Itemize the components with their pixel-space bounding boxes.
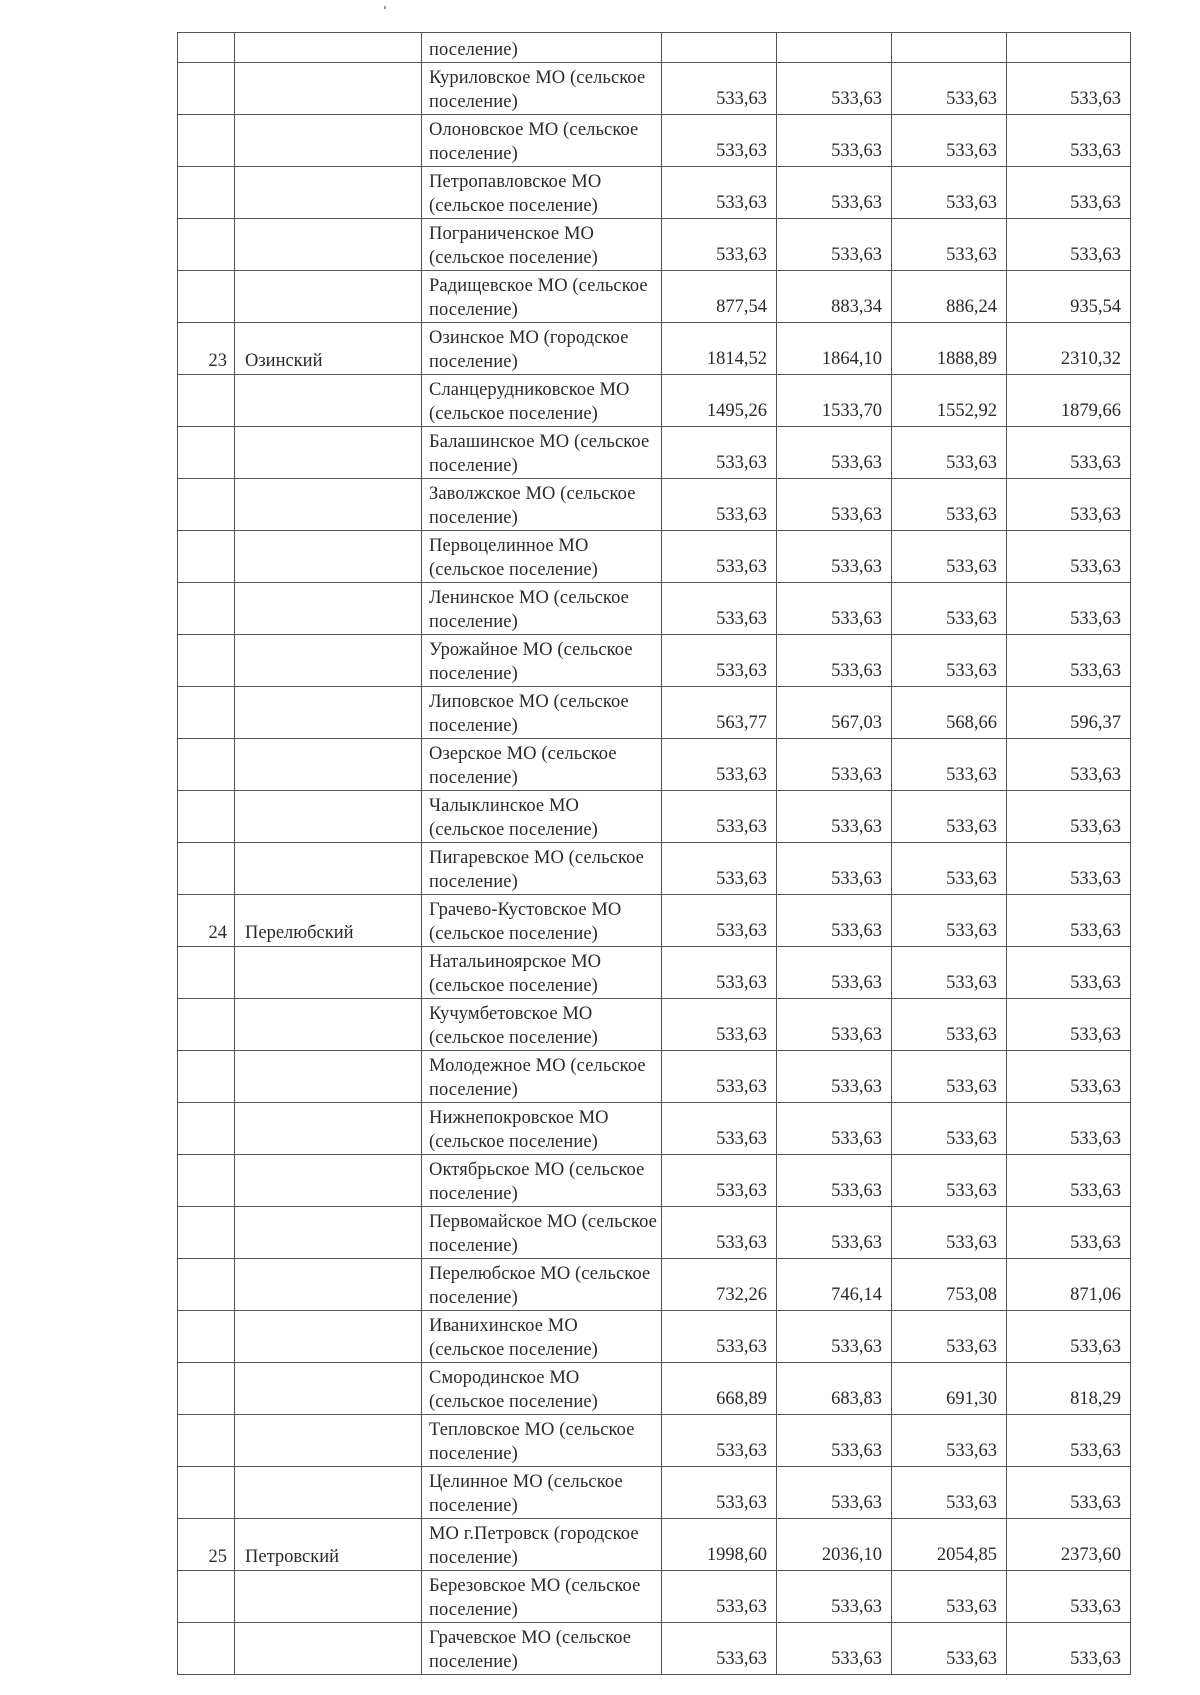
value-cell-2: 2036,10 [777, 1519, 892, 1571]
district-name [235, 843, 422, 895]
row-number [178, 999, 235, 1051]
municipality-name: Иванихинское МО (сельское поселение) [422, 1311, 662, 1363]
table-row [178, 895, 1131, 947]
value-cell-1: 533,63 [662, 1623, 777, 1675]
value-cell-3: 533,63 [892, 1103, 1007, 1155]
row-number [178, 1155, 235, 1207]
row-number: 24 [178, 895, 235, 947]
district-name [235, 583, 422, 635]
district-name [235, 1051, 422, 1103]
row-number [178, 947, 235, 999]
value-cell-2: 533,63 [777, 1571, 892, 1623]
value-cell-1: 533,63 [662, 167, 777, 219]
district-name [235, 1155, 422, 1207]
table-row [178, 167, 1131, 219]
value-cell-2: 533,63 [777, 427, 892, 479]
district-name [235, 1363, 422, 1415]
district-name [235, 687, 422, 739]
table-row [178, 1415, 1131, 1467]
municipality-name: Грачевское МО (сельское поселение) [422, 1623, 662, 1675]
value-cell-2: 533,63 [777, 583, 892, 635]
value-cell-4: 533,63 [1007, 583, 1131, 635]
value-cell-3: 533,63 [892, 999, 1007, 1051]
district-name: Озинский [235, 323, 422, 375]
value-cell-2: 1533,70 [777, 375, 892, 427]
row-number [178, 1623, 235, 1675]
value-cell-3: 533,63 [892, 115, 1007, 167]
value-cell-2: 533,63 [777, 531, 892, 583]
table-row [178, 375, 1131, 427]
value-cell-3: 533,63 [892, 1571, 1007, 1623]
row-number [178, 167, 235, 219]
row-number [178, 1571, 235, 1623]
row-number [178, 791, 235, 843]
value-cell-3: 753,08 [892, 1259, 1007, 1311]
value-cell-4: 935,54 [1007, 271, 1131, 323]
value-cell-1: 533,63 [662, 583, 777, 635]
value-cell-3: 533,63 [892, 635, 1007, 687]
municipality-name: Балашинское МО (сельское поселение) [422, 427, 662, 479]
value-cell-1: 533,63 [662, 115, 777, 167]
value-cell-1: 533,63 [662, 1103, 777, 1155]
table-row [178, 1363, 1131, 1415]
value-cell-3: 533,63 [892, 531, 1007, 583]
municipality-name: Пограниченское МО (сельское поселение) [422, 219, 662, 271]
municipality-name: поселение) [422, 33, 662, 63]
municipality-name: Заволжское МО (сельское поселение) [422, 479, 662, 531]
table-row [178, 219, 1131, 271]
value-cell-3: 533,63 [892, 947, 1007, 999]
district-name [235, 219, 422, 271]
value-cell-3: 533,63 [892, 1051, 1007, 1103]
value-cell-1: 732,26 [662, 1259, 777, 1311]
value-cell-3: 533,63 [892, 479, 1007, 531]
value-cell-1: 533,63 [662, 1051, 777, 1103]
table-row [178, 63, 1131, 115]
value-cell-3: 533,63 [892, 167, 1007, 219]
value-cell-4: 533,63 [1007, 999, 1131, 1051]
district-name [235, 1311, 422, 1363]
value-cell-2: 533,63 [777, 843, 892, 895]
value-cell-3: 2054,85 [892, 1519, 1007, 1571]
district-name: Перелюбский [235, 895, 422, 947]
district-name [235, 947, 422, 999]
municipality-name: Первомайское МО (сельское поселение) [422, 1207, 662, 1259]
value-cell-1: 533,63 [662, 999, 777, 1051]
municipality-name: Радищевское МО (сельское поселение) [422, 271, 662, 323]
municipality-name: Пигаревское МО (сельское поселение) [422, 843, 662, 895]
value-cell-4: 533,63 [1007, 1571, 1131, 1623]
value-cell-1: 1814,52 [662, 323, 777, 375]
municipality-name: Липовское МО (сельское поселение) [422, 687, 662, 739]
value-cell-1: 1998,60 [662, 1519, 777, 1571]
value-cell-4: 533,63 [1007, 427, 1131, 479]
row-number [178, 1207, 235, 1259]
value-cell-3: 1552,92 [892, 375, 1007, 427]
value-cell-4: 533,63 [1007, 479, 1131, 531]
value-cell-4: 533,63 [1007, 1103, 1131, 1155]
value-cell-3: 691,30 [892, 1363, 1007, 1415]
municipality-name: Чалыклинское МО (сельское поселение) [422, 791, 662, 843]
municipality-name: Березовское МО (сельское поселение) [422, 1571, 662, 1623]
value-cell-2: 533,63 [777, 999, 892, 1051]
district-name [235, 33, 422, 63]
district-name [235, 375, 422, 427]
row-number [178, 1363, 235, 1415]
municipality-name: Смородинское МО (сельское поселение) [422, 1363, 662, 1415]
table-row [178, 1311, 1131, 1363]
value-cell-1: 533,63 [662, 427, 777, 479]
table-row [178, 479, 1131, 531]
value-cell-4: 2310,32 [1007, 323, 1131, 375]
municipality-name: Первоцелинное МО (сельское поселение) [422, 531, 662, 583]
value-cell-4: 533,63 [1007, 1311, 1131, 1363]
value-cell-3: 533,63 [892, 791, 1007, 843]
value-cell-4 [1007, 33, 1131, 63]
value-cell-3: 568,66 [892, 687, 1007, 739]
value-cell-4: 533,63 [1007, 635, 1131, 687]
municipality-name: Перелюбское МО (сельское поселение) [422, 1259, 662, 1311]
row-number [178, 843, 235, 895]
row-number [178, 1311, 235, 1363]
row-number [178, 1259, 235, 1311]
district-name [235, 1207, 422, 1259]
value-cell-2: 533,63 [777, 635, 892, 687]
value-cell-4: 533,63 [1007, 115, 1131, 167]
row-number [178, 427, 235, 479]
value-cell-2: 533,63 [777, 479, 892, 531]
row-number [178, 1051, 235, 1103]
value-cell-1: 533,63 [662, 739, 777, 791]
value-cell-2: 533,63 [777, 895, 892, 947]
value-cell-1: 533,63 [662, 1207, 777, 1259]
municipality-name: Куриловское МО (сельское поселение) [422, 63, 662, 115]
row-number: 23 [178, 323, 235, 375]
value-cell-3: 533,63 [892, 1207, 1007, 1259]
tariff-table [177, 32, 1131, 1675]
row-number [178, 375, 235, 427]
district-name [235, 635, 422, 687]
value-cell-2: 1864,10 [777, 323, 892, 375]
value-cell-4: 533,63 [1007, 1415, 1131, 1467]
table-row [178, 33, 1131, 63]
value-cell-2: 533,63 [777, 1311, 892, 1363]
district-name [235, 63, 422, 115]
table-row [178, 1207, 1131, 1259]
table-row [178, 115, 1131, 167]
value-cell-2: 533,63 [777, 115, 892, 167]
row-number [178, 63, 235, 115]
value-cell-3: 533,63 [892, 895, 1007, 947]
row-number [178, 1467, 235, 1519]
table-row [178, 1259, 1131, 1311]
district-name [235, 1259, 422, 1311]
value-cell-1: 533,63 [662, 531, 777, 583]
value-cell-4: 533,63 [1007, 531, 1131, 583]
value-cell-2: 746,14 [777, 1259, 892, 1311]
municipality-name: Натальиноярское МО (сельское поселение) [422, 947, 662, 999]
row-number [178, 271, 235, 323]
district-name [235, 115, 422, 167]
municipality-name: Петропавловское МО (сельское поселение) [422, 167, 662, 219]
value-cell-3: 533,63 [892, 1415, 1007, 1467]
municipality-name: Целинное МО (сельское поселение) [422, 1467, 662, 1519]
district-name [235, 1415, 422, 1467]
value-cell-1: 533,63 [662, 219, 777, 271]
row-number [178, 687, 235, 739]
table-row [178, 947, 1131, 999]
value-cell-4: 533,63 [1007, 1155, 1131, 1207]
district-name [235, 271, 422, 323]
value-cell-3: 533,63 [892, 1623, 1007, 1675]
table-row [178, 635, 1131, 687]
row-number: 25 [178, 1519, 235, 1571]
value-cell-1: 1495,26 [662, 375, 777, 427]
municipality-name: Урожайное МО (сельское поселение) [422, 635, 662, 687]
value-cell-2: 533,63 [777, 219, 892, 271]
value-cell-3: 533,63 [892, 427, 1007, 479]
table-row [178, 739, 1131, 791]
district-name [235, 1467, 422, 1519]
value-cell-2: 567,03 [777, 687, 892, 739]
value-cell-3: 533,63 [892, 1311, 1007, 1363]
value-cell-1: 533,63 [662, 479, 777, 531]
district-name [235, 479, 422, 531]
district-name [235, 1103, 422, 1155]
municipality-name: МО г.Петровск (городское поселение) [422, 1519, 662, 1571]
value-cell-3: 533,63 [892, 1155, 1007, 1207]
value-cell-2: 533,63 [777, 1623, 892, 1675]
value-cell-2: 533,63 [777, 1051, 892, 1103]
value-cell-4: 596,37 [1007, 687, 1131, 739]
value-cell-1: 533,63 [662, 947, 777, 999]
value-cell-4: 871,06 [1007, 1259, 1131, 1311]
value-cell-2: 533,63 [777, 1415, 892, 1467]
value-cell-4: 533,63 [1007, 1207, 1131, 1259]
table-row [178, 583, 1131, 635]
value-cell-3: 533,63 [892, 843, 1007, 895]
row-number [178, 1415, 235, 1467]
value-cell-2: 533,63 [777, 791, 892, 843]
municipality-name: Октябрьское МО (сельское поселение) [422, 1155, 662, 1207]
table-row [178, 323, 1131, 375]
table-row [178, 271, 1131, 323]
value-cell-1: 668,89 [662, 1363, 777, 1415]
value-cell-1: 563,77 [662, 687, 777, 739]
value-cell-1: 533,63 [662, 843, 777, 895]
row-number [178, 219, 235, 271]
district-name: Петровский [235, 1519, 422, 1571]
district-name [235, 791, 422, 843]
value-cell-4: 1879,66 [1007, 375, 1131, 427]
municipality-name: Нижнепокровское МО (сельское поселение) [422, 1103, 662, 1155]
district-name [235, 167, 422, 219]
table-row [178, 1467, 1131, 1519]
district-name [235, 739, 422, 791]
value-cell-4: 533,63 [1007, 1467, 1131, 1519]
row-number [178, 635, 235, 687]
value-cell-2: 883,34 [777, 271, 892, 323]
value-cell-3: 533,63 [892, 1467, 1007, 1519]
value-cell-4: 533,63 [1007, 63, 1131, 115]
municipality-name: Сланцерудниковское МО (сельское поселение) [422, 375, 662, 427]
value-cell-1: 533,63 [662, 635, 777, 687]
value-cell-4: 533,63 [1007, 1623, 1131, 1675]
value-cell-4: 533,63 [1007, 843, 1131, 895]
scan-speck [384, 6, 386, 9]
value-cell-4: 2373,60 [1007, 1519, 1131, 1571]
value-cell-4: 533,63 [1007, 791, 1131, 843]
value-cell-4: 533,63 [1007, 895, 1131, 947]
district-name [235, 1571, 422, 1623]
row-number [178, 583, 235, 635]
value-cell-3: 533,63 [892, 219, 1007, 271]
row-number [178, 33, 235, 63]
table-row [178, 1103, 1131, 1155]
value-cell-4: 533,63 [1007, 167, 1131, 219]
table-row [178, 791, 1131, 843]
value-cell-2: 683,83 [777, 1363, 892, 1415]
value-cell-4: 533,63 [1007, 739, 1131, 791]
row-number [178, 531, 235, 583]
district-name [235, 1623, 422, 1675]
value-cell-1: 533,63 [662, 1467, 777, 1519]
municipality-name: Озинское МО (городское поселение) [422, 323, 662, 375]
value-cell-1: 533,63 [662, 895, 777, 947]
row-number [178, 1103, 235, 1155]
value-cell-4: 533,63 [1007, 219, 1131, 271]
value-cell-4: 818,29 [1007, 1363, 1131, 1415]
district-name [235, 427, 422, 479]
row-number [178, 739, 235, 791]
table-row [178, 531, 1131, 583]
value-cell-1: 533,63 [662, 1571, 777, 1623]
value-cell-4: 533,63 [1007, 947, 1131, 999]
table-row [178, 999, 1131, 1051]
table-row [178, 1571, 1131, 1623]
table-row [178, 843, 1131, 895]
table-row [178, 1155, 1131, 1207]
municipality-name: Грачево-Кустовское МО (сельское поселение) [422, 895, 662, 947]
value-cell-1 [662, 33, 777, 63]
value-cell-1: 533,63 [662, 791, 777, 843]
value-cell-4: 533,63 [1007, 1051, 1131, 1103]
value-cell-2: 533,63 [777, 63, 892, 115]
row-number [178, 479, 235, 531]
value-cell-2: 533,63 [777, 1155, 892, 1207]
value-cell-2: 533,63 [777, 1467, 892, 1519]
value-cell-3: 533,63 [892, 583, 1007, 635]
value-cell-1: 533,63 [662, 63, 777, 115]
district-name [235, 531, 422, 583]
municipality-name: Молодежное МО (сельское поселение) [422, 1051, 662, 1103]
value-cell-3: 533,63 [892, 739, 1007, 791]
value-cell-1: 533,63 [662, 1415, 777, 1467]
table-row [178, 1051, 1131, 1103]
municipality-name: Тепловское МО (сельское поселение) [422, 1415, 662, 1467]
table-row [178, 687, 1131, 739]
municipality-name: Кучумбетовское МО (сельское поселение) [422, 999, 662, 1051]
value-cell-3 [892, 33, 1007, 63]
value-cell-3: 533,63 [892, 63, 1007, 115]
municipality-name: Озерское МО (сельское поселение) [422, 739, 662, 791]
value-cell-1: 533,63 [662, 1311, 777, 1363]
municipality-name: Олоновское МО (сельское поселение) [422, 115, 662, 167]
value-cell-2: 533,63 [777, 739, 892, 791]
table-row [178, 1519, 1131, 1571]
table-row [178, 427, 1131, 479]
value-cell-2 [777, 33, 892, 63]
value-cell-2: 533,63 [777, 1103, 892, 1155]
table-row [178, 1623, 1131, 1675]
value-cell-1: 533,63 [662, 1155, 777, 1207]
row-number [178, 115, 235, 167]
table-body [178, 33, 1131, 1675]
municipality-name: Ленинское МО (сельское поселение) [422, 583, 662, 635]
value-cell-3: 1888,89 [892, 323, 1007, 375]
value-cell-2: 533,63 [777, 167, 892, 219]
value-cell-2: 533,63 [777, 947, 892, 999]
value-cell-2: 533,63 [777, 1207, 892, 1259]
district-name [235, 999, 422, 1051]
value-cell-3: 886,24 [892, 271, 1007, 323]
value-cell-1: 877,54 [662, 271, 777, 323]
